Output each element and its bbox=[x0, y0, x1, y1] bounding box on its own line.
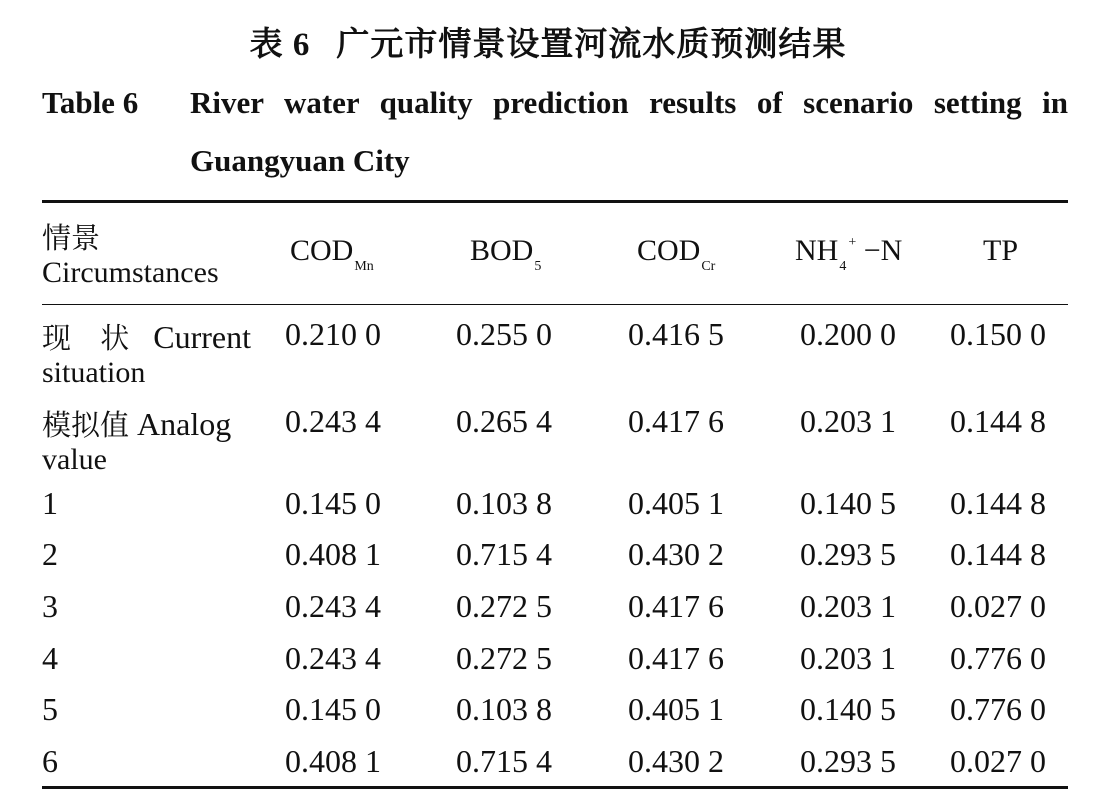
cell-s1-bod5: 0.103 8 bbox=[456, 485, 552, 521]
cell-current-cod-mn: 0.210 0 bbox=[285, 316, 381, 352]
cell-s6-bod5: 0.715 4 bbox=[456, 743, 552, 779]
cell-s4-bod5: 0.272 5 bbox=[456, 640, 552, 676]
cell-s6-cod-mn: 0.408 1 bbox=[285, 743, 381, 779]
cell-s6-cod-cr: 0.430 2 bbox=[628, 743, 724, 779]
table-top-rule bbox=[42, 200, 1068, 203]
cell-s3-tp: 0.027 0 bbox=[950, 588, 1046, 624]
cell-s2-cod-mn: 0.408 1 bbox=[285, 536, 381, 572]
cell-s2-bod5: 0.715 4 bbox=[456, 536, 552, 572]
header-bod5: $BOD_5$ bbox=[470, 234, 542, 274]
cell-current-nh4-n: 0.200 0 bbox=[800, 316, 896, 352]
cell-current-tp: 0.150 0 bbox=[950, 316, 1046, 352]
cell-s6-nh4-n: 0.293 5 bbox=[800, 743, 896, 779]
row-label-analog-line2: value bbox=[42, 443, 107, 476]
cell-s1-nh4-n: 0.140 5 bbox=[800, 485, 896, 521]
header-tp: TP bbox=[983, 234, 1019, 267]
table-caption-english-line1: River water quality prediction results of scenario setting in bbox=[190, 85, 1068, 120]
header-nh4-n: $NH_4^+ -N$ bbox=[795, 234, 903, 274]
table-title-chinese bbox=[0, 18, 1096, 65]
table-number-chinese: 表 6 bbox=[249, 27, 311, 63]
row-label-scenario-4: 4 bbox=[42, 640, 58, 676]
table-number-english: Table 6 bbox=[42, 85, 139, 120]
cell-s2-nh4-n: 0.293 5 bbox=[800, 536, 896, 572]
cell-current-cod-cr: 0.416 5 bbox=[628, 316, 724, 352]
cell-s1-tp: 0.144 8 bbox=[950, 485, 1046, 521]
cell-analog-nh4-n: 0.203 1 bbox=[800, 403, 896, 439]
cell-s5-tp: 0.776 0 bbox=[950, 691, 1046, 727]
row-label-current-line2: situation bbox=[42, 356, 146, 389]
header-cod-cr: $COD_{Cr}$ bbox=[637, 234, 716, 274]
cell-s4-nh4-n: 0.203 1 bbox=[800, 640, 896, 676]
cell-s3-cod-mn: 0.243 4 bbox=[285, 588, 381, 624]
row-label-analog: 模拟值 Analog bbox=[42, 406, 232, 442]
cell-s1-cod-mn: 0.145 0 bbox=[285, 485, 381, 521]
cell-s4-tp: 0.776 0 bbox=[950, 640, 1046, 676]
row-label-scenario-6: 6 bbox=[42, 743, 58, 779]
header-circumstances-english: Circumstances bbox=[42, 256, 219, 289]
table-caption-english-line2: Guangyuan City bbox=[190, 143, 410, 178]
cell-analog-cod-mn: 0.243 4 bbox=[285, 403, 381, 439]
cell-s3-bod5: 0.272 5 bbox=[456, 588, 552, 624]
cell-s6-tp: 0.027 0 bbox=[950, 743, 1046, 779]
table-header-rule bbox=[42, 304, 1068, 305]
header-circumstances-chinese: 情景 bbox=[42, 221, 101, 255]
cell-s5-cod-cr: 0.405 1 bbox=[628, 691, 724, 727]
row-label-scenario-3: 3 bbox=[42, 588, 58, 624]
cell-analog-tp: 0.144 8 bbox=[950, 403, 1046, 439]
cell-s5-nh4-n: 0.140 5 bbox=[800, 691, 896, 727]
row-label-current: 现 状 Current bbox=[42, 319, 251, 355]
cell-s3-cod-cr: 0.417 6 bbox=[628, 588, 724, 624]
cell-s4-cod-mn: 0.243 4 bbox=[285, 640, 381, 676]
cell-s4-cod-cr: 0.417 6 bbox=[628, 640, 724, 676]
cell-s3-nh4-n: 0.203 1 bbox=[800, 588, 896, 624]
cell-s1-cod-cr: 0.405 1 bbox=[628, 485, 724, 521]
cell-analog-cod-cr: 0.417 6 bbox=[628, 403, 724, 439]
cell-s5-bod5: 0.103 8 bbox=[456, 691, 552, 727]
cell-analog-bod5: 0.265 4 bbox=[456, 403, 552, 439]
row-label-scenario-5: 5 bbox=[42, 691, 58, 727]
table-caption-chinese: 广元市情景设置河流水质预测结果 bbox=[336, 24, 847, 63]
row-label-scenario-2: 2 bbox=[42, 536, 58, 572]
cell-current-bod5: 0.255 0 bbox=[456, 316, 552, 352]
cell-s5-cod-mn: 0.145 0 bbox=[285, 691, 381, 727]
cell-s2-tp: 0.144 8 bbox=[950, 536, 1046, 572]
row-label-scenario-1: 1 bbox=[42, 485, 58, 521]
header-cod-mn: $COD_{Mn}$ bbox=[290, 234, 374, 274]
cell-s2-cod-cr: 0.430 2 bbox=[628, 536, 724, 572]
table-bottom-rule bbox=[42, 786, 1068, 789]
